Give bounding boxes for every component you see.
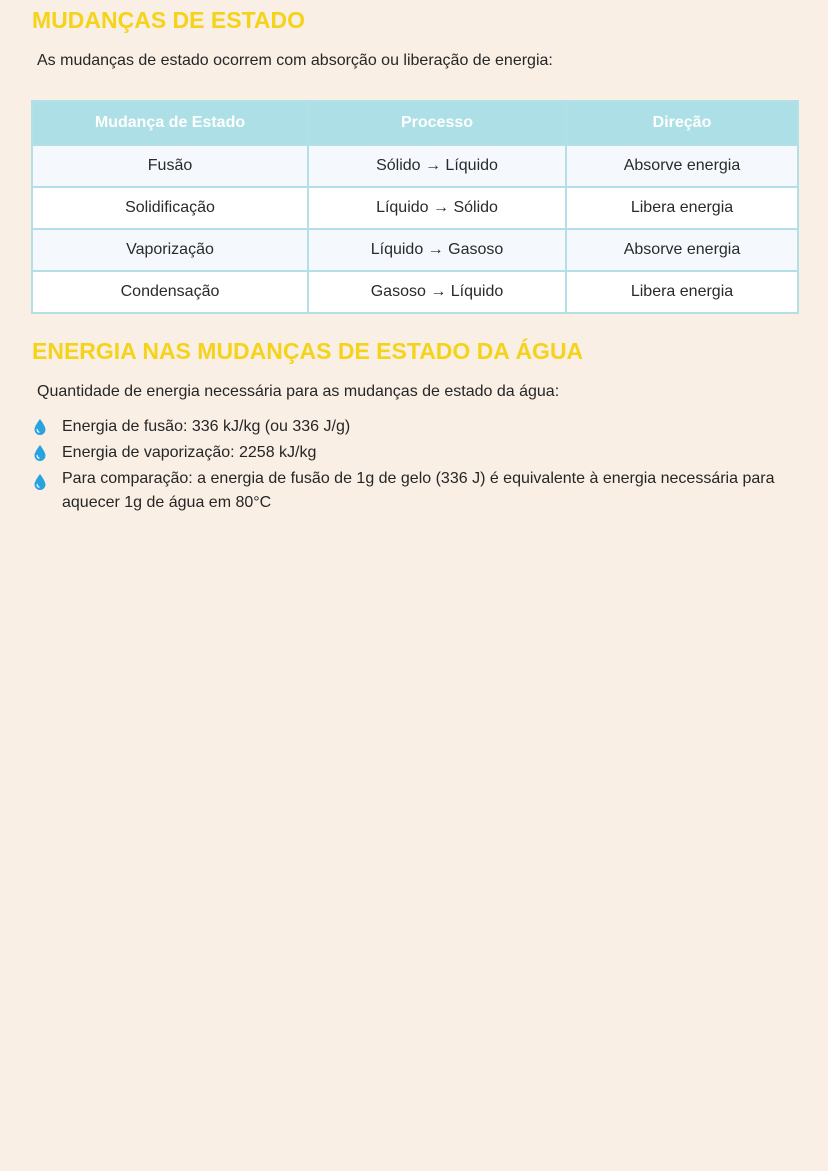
cell-direcao: Absorve energia — [566, 229, 798, 271]
table-row — [32, 229, 798, 271]
list-item — [33, 467, 803, 515]
cell-processo: Sólido → Líquido — [308, 145, 566, 187]
table — [31, 100, 799, 314]
bullet-text: Energia de vaporização: 2258 kJ/kg — [62, 444, 317, 461]
cell-processo: Gasoso → Líquido — [308, 271, 566, 313]
water-drop-icon — [33, 418, 47, 436]
water-drop-icon — [33, 444, 47, 462]
cell-mudanca: Solidificação — [32, 187, 308, 229]
section-title-mudancas: MUDANÇAS DE ESTADO — [32, 7, 306, 33]
table-header-row — [32, 101, 798, 145]
state-change-table — [31, 100, 797, 314]
cell-processo: Líquido → Gasoso — [308, 229, 566, 271]
section-intro-energia: Quantidade de energia necessária para as mudanças de estado da água: — [37, 383, 560, 400]
cell-mudanca: Vaporização — [32, 229, 308, 271]
bullet-text: Para comparação: a energia de fusão de 1g de gelo (336 J) é equivalente à energia necessária para aquecer 1g de água em 80°C — [62, 470, 775, 511]
table-row — [32, 187, 798, 229]
energy-bullet-list — [33, 415, 803, 517]
list-item — [33, 415, 803, 439]
header-processo: Processo — [308, 101, 566, 145]
header-mudanca: Mudança de Estado — [32, 101, 308, 145]
cell-direcao: Libera energia — [566, 271, 798, 313]
table-row — [32, 145, 798, 187]
cell-processo: Líquido → Sólido — [308, 187, 566, 229]
header-direcao: Direção — [566, 101, 798, 145]
water-drop-icon — [33, 473, 47, 491]
cell-direcao: Libera energia — [566, 187, 798, 229]
cell-mudanca: Condensação — [32, 271, 308, 313]
section-title-energia: ENERGIA NAS MUDANÇAS DE ESTADO DA ÁGUA — [32, 338, 584, 364]
section-intro-mudancas: As mudanças de estado ocorrem com absorção ou liberação de energia: — [37, 52, 553, 69]
cell-mudanca: Fusão — [32, 145, 308, 187]
cell-direcao: Absorve energia — [566, 145, 798, 187]
list-item — [33, 441, 803, 465]
table-row — [32, 271, 798, 313]
bullet-text: Energia de fusão: 336 kJ/kg (ou 336 J/g) — [62, 418, 351, 435]
